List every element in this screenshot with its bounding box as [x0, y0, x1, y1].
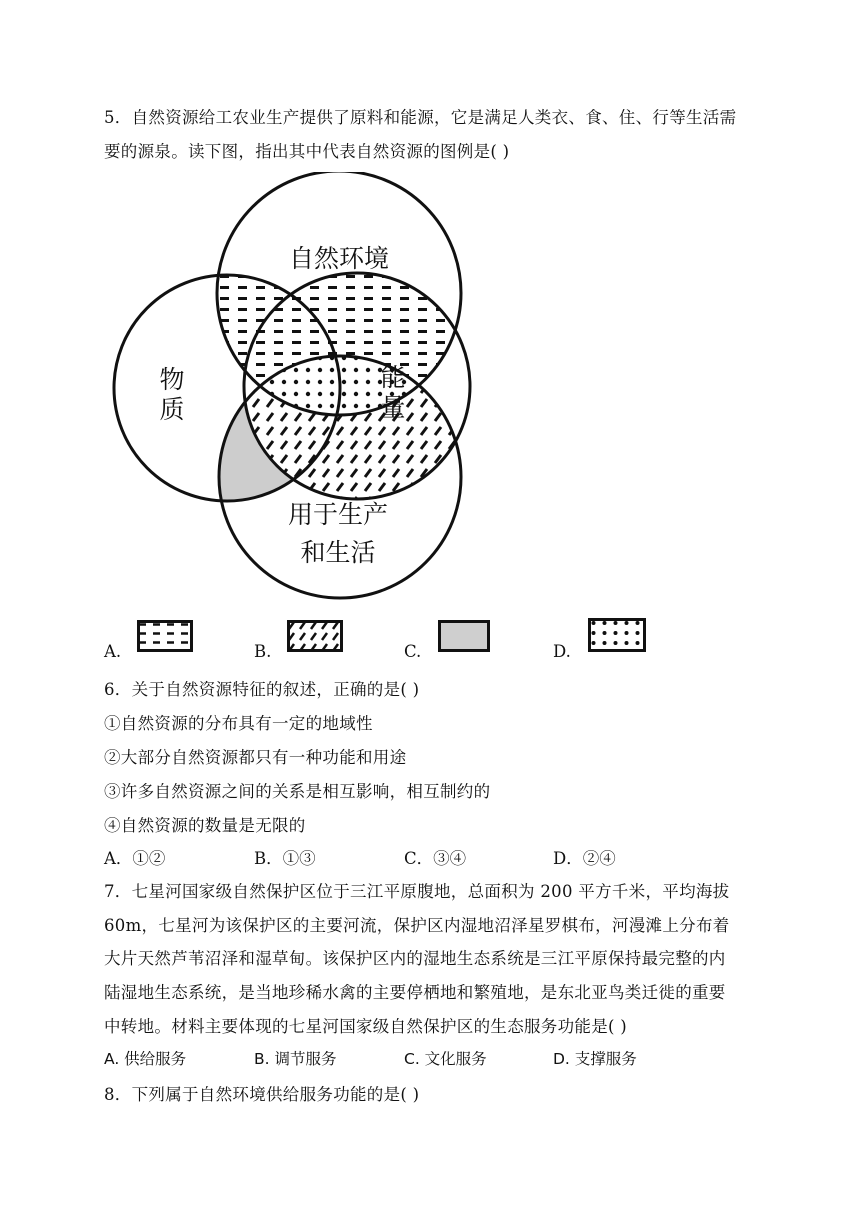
q6-item-3: ③许多自然资源之间的关系是相互影响，相互制约的	[104, 782, 491, 801]
q6-option-c[interactable]: C．③④	[404, 849, 467, 868]
q7-line-5: 中转地。材料主要体现的七星河国家级自然保护区的生态服务功能是( )	[104, 1017, 628, 1036]
q5-option-c-label[interactable]: C.	[404, 642, 422, 661]
venn-diagram	[110, 172, 480, 602]
q7-line-1: 7．七星河国家级自然保护区位于三江平原腹地，总面积为 200 平方千米，平均海拔	[104, 882, 730, 901]
q5-options	[104, 618, 764, 662]
legend-gray-icon	[438, 620, 490, 652]
label-production-1: 用于生产	[287, 500, 389, 529]
legend-dashes-icon	[137, 620, 193, 652]
q6-option-b[interactable]: B．①③	[254, 849, 316, 868]
q7-options	[104, 1047, 764, 1071]
legend-slashes-icon	[287, 620, 343, 652]
q7-line-3: 大片天然芦苇沼泽和湿草甸。该保护区内的湿地生态系统是三江平原保持最完整的内	[104, 949, 726, 968]
label-natural-environment: 自然环境	[288, 244, 390, 273]
q7-option-c[interactable]: C. 文化服务	[404, 1050, 487, 1068]
q6-options	[104, 845, 764, 869]
q7-option-d[interactable]: D. 支撑服务	[553, 1050, 637, 1068]
label-production-2: 和生活	[300, 538, 376, 567]
q7-line-4: 陆湿地生态系统，是当地珍稀水禽的主要停栖地和繁殖地，是东北亚鸟类迁徙的重要	[104, 983, 726, 1002]
legend-dots-icon	[588, 618, 646, 652]
label-material-1: 物	[159, 365, 185, 394]
q6-item-1: ①自然资源的分布具有一定的地域性	[104, 714, 373, 733]
label-energy-1: 能	[380, 363, 406, 392]
q6-option-a[interactable]: A．①②	[104, 849, 166, 868]
q6-item-4: ④自然资源的数量是无限的	[104, 816, 306, 835]
q6-item-2: ②大部分自然资源都只有一种功能和用途	[104, 748, 407, 767]
q6-stem: 6．关于自然资源特征的叙述，正确的是( )	[104, 680, 420, 699]
label-material-2: 质	[159, 395, 185, 424]
q5-stem-line1: 5．自然资源给工农业生产提供了原料和能源，它是满足人类衣、食、住、行等生活需	[104, 108, 737, 127]
q6-option-d[interactable]: D．②④	[553, 849, 616, 868]
q8-stem: 8．下列属于自然环境供给服务功能的是( )	[104, 1085, 420, 1104]
q5-option-a-label[interactable]: A.	[104, 642, 122, 661]
q5-stem-line2: 要的源泉。读下图，指出其中代表自然资源的图例是( )	[104, 142, 510, 161]
q5-option-d-label[interactable]: D.	[553, 642, 571, 661]
label-energy-2: 量	[380, 393, 406, 422]
q7-line-2: 60m，七星河为该保护区的主要河流，保护区内湿地沼泽星罗棋布，河漫滩上分布着	[104, 916, 730, 935]
q7-option-b[interactable]: B. 调节服务	[254, 1050, 337, 1068]
q7-option-a[interactable]: A. 供给服务	[104, 1050, 187, 1068]
q5-option-b-label[interactable]: B.	[254, 642, 272, 661]
